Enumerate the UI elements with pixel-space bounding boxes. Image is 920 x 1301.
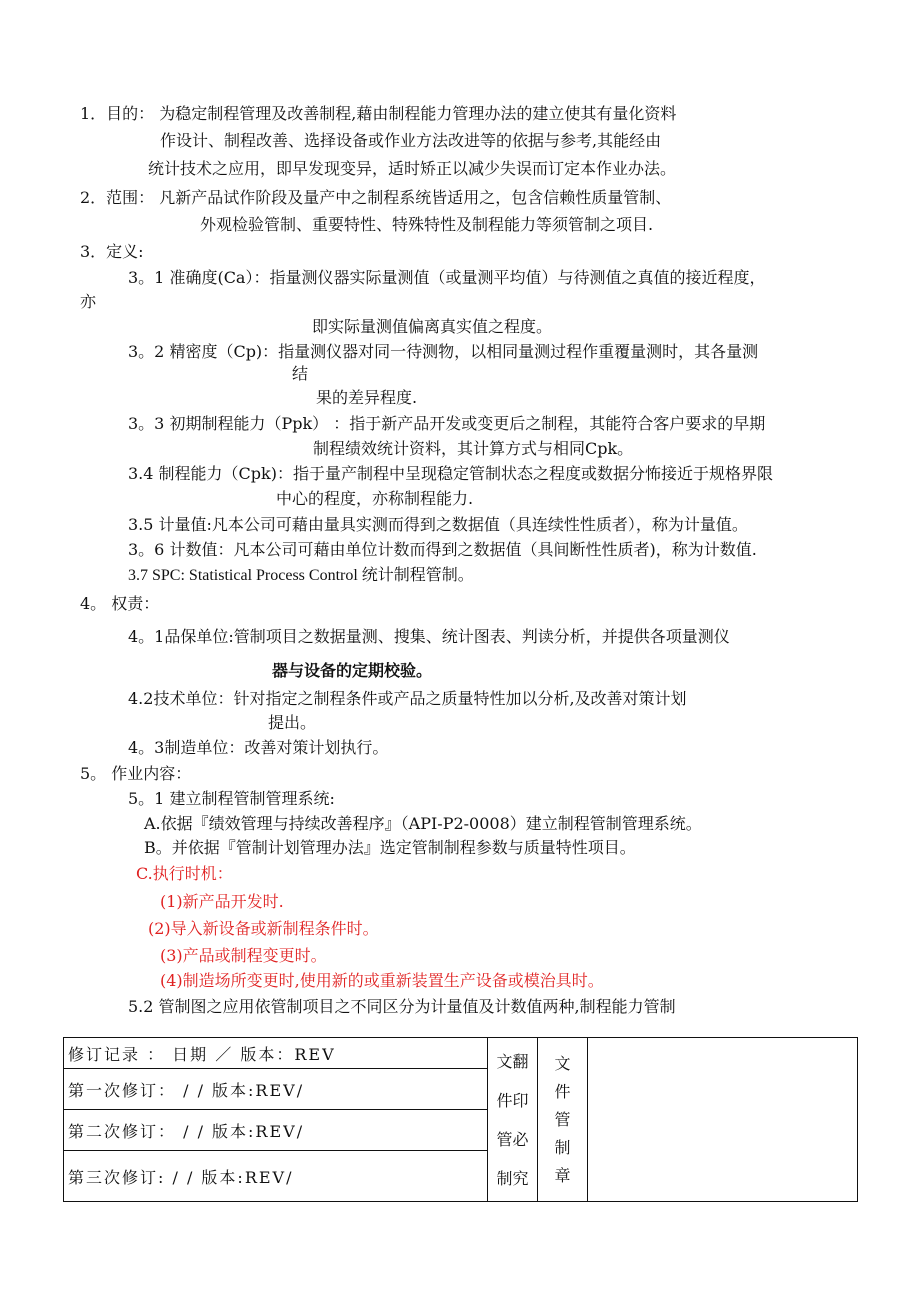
revision-table (63, 1037, 858, 1202)
scope-line-1: 2．范围： 凡新产品试作阶段及量产中之制程系统皆适用之，包含信赖性质量管制、 (80, 188, 672, 207)
revision-row-2: 第二次修订： / / 版本:REV/ (64, 1110, 488, 1151)
work-5-1-c-2: (2)导入新设备或新制程条件时。 (148, 919, 379, 938)
definition-3-7: 3.7 SPC: Statistical Process Control 统计制程管制。 (128, 567, 474, 584)
note-line-3: 管必 (496, 1129, 529, 1149)
responsibility-4-2-line-1: 4.2技术单位：针对指定之制程条件或产品之质量特性加以分析,及改善对策计划 (128, 689, 687, 708)
work-5-2: 5.2 管制图之应用依管制项目之不同区分为计量值及计数值两种,制程能力管制 (128, 997, 676, 1016)
revision-row-3: 第三次修订: / / 版本:REV/ (64, 1151, 488, 1202)
definition-3-4-line-2: 中心的程度，亦称制程能力. (276, 489, 474, 508)
definition-3-1-line-2: 亦 (80, 292, 97, 311)
work-5-1-a: A.依据『绩效管理与持续改善程序』（API-P2-0008）建立制程管制管理系统。 (144, 814, 702, 833)
scope-line-2: 外观检验管制、重要特性、特殊特性及制程能力等须管制之项目. (200, 215, 654, 234)
stamp-label-char-2: 件 (554, 1081, 571, 1101)
work-5-1-c-3: (3)产品或制程变更时。 (160, 946, 327, 965)
definition-3-2-line-3: 果的差异程度. (316, 388, 418, 407)
definition-3-2-line-1: 3。2 精密度（Cp)：指量测仪器对同一待测物，以相同量测过程作重覆量测时，其各量测 (128, 342, 759, 361)
note-line-1: 文翻 (496, 1051, 529, 1071)
purpose-line-1: 1．目的： 为稳定制程管理及改善制程,藉由制程能力管理办法的建立使其有量化资料 (80, 104, 677, 123)
responsibility-4-1-line-2: 器与设备的定期校验。 (272, 661, 433, 680)
document-note-column (488, 1038, 538, 1202)
definition-3-6: 3。6 计数值：凡本公司可藉由单位计数而得到之数据值（具间断性性质者)，称为计数值. (128, 540, 757, 559)
control-stamp-label-column (538, 1038, 588, 1202)
stamp-label-char-4: 制 (554, 1137, 571, 1157)
definition-title: 3．定义: (80, 242, 144, 261)
work-5-1: 5。1 建立制程管制管理系统: (128, 789, 335, 808)
definition-3-1-line-1: 3。1 准确度(Ca）：指量测仪器实际量测值（或量测平均值）与待测值之真值的接近程度， (128, 268, 766, 287)
stamp-label-char-1: 文 (554, 1053, 571, 1073)
note-line-2: 件印 (496, 1090, 529, 1110)
purpose-line-2: 作设计、制程改善、选择设备或作业方法改进等的依据与参考,其能经由 (160, 131, 662, 150)
definition-3-5: 3.5 计量值:凡本公司可藉由量具实测而得到之数据值（具连续性性质者），称为计量值。 (128, 515, 748, 534)
responsibility-title: 4。 权责： (80, 594, 160, 613)
definition-3-4-line-1: 3.4 制程能力（Cpk)：指于量产制程中呈现稳定管制状态之程度或数据分怖接近于规格界限 (128, 464, 773, 483)
responsibility-4-1-line-1: 4。1品保单位:管制项目之数据量测、搜集、统计图表、判读分析，并提供各项量测仪 (128, 627, 730, 646)
definition-3-1-line-3: 即实际量测值偏离真实值之程度。 (312, 317, 553, 336)
stamp-label-char-5: 章 (554, 1165, 571, 1185)
definition-3-3-line-1: 3。3 初期制程能力（Ppk） ：指于新产品开发或变更后之制程，其能符合客户要求的早期 (128, 414, 766, 433)
work-5-1-c-4: (4)制造场所变更时,使用新的或重新装置生产设备或模治具时。 (160, 971, 604, 990)
work-5-1-b: B。并依据『管制计划管理办法』选定管制制程参数与质量特性项目。 (144, 838, 636, 857)
responsibility-4-2-line-2: 提出。 (268, 713, 317, 732)
definition-3-3-line-2: 制程绩效统计资料，其计算方式与相同Cpk。 (313, 439, 634, 458)
stamp-label-char-3: 管 (554, 1109, 571, 1129)
stamp-area (588, 1038, 858, 1202)
revision-row-1: 第一次修订： / / 版本:REV/ (64, 1069, 488, 1110)
revision-header-row: 修订记录 ： 日期 ／ 版本：REV (64, 1038, 488, 1069)
definition-3-2-line-2: 结 (292, 364, 309, 383)
work-content-title: 5。 作业内容： (80, 764, 192, 783)
responsibility-4-3: 4。3制造单位：改善对策计划执行。 (128, 738, 389, 757)
work-5-1-c-1: (1)新产品开发时. (160, 892, 284, 911)
purpose-line-3: 统计技术之应用，即早发现变异，适时矫正以减少失误而订定本作业办法。 (148, 159, 677, 178)
note-line-4: 制究 (496, 1168, 529, 1188)
work-5-1-c-title: C.执行时机： (136, 864, 233, 883)
